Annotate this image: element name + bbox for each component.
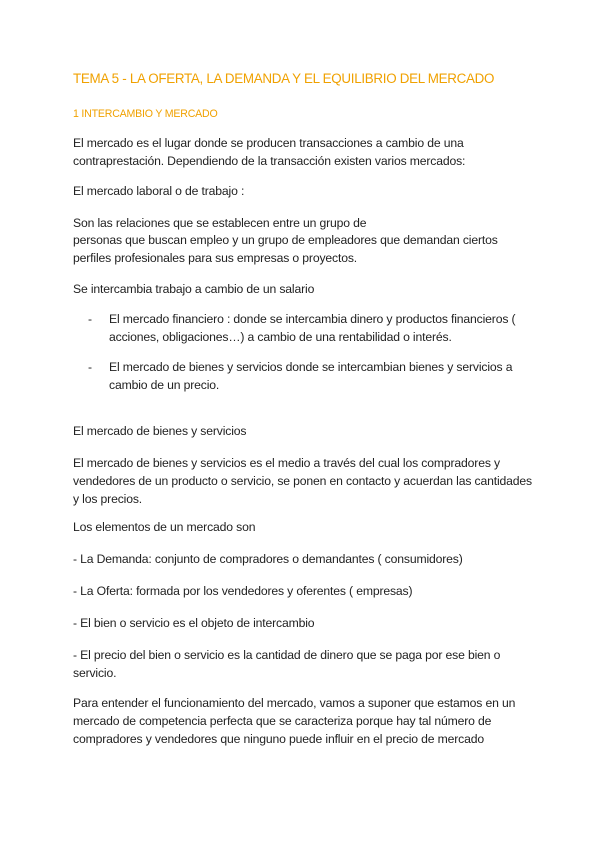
section-heading: 1 INTERCAMBIO Y MERCADO [73, 108, 218, 120]
paragraph-goods-services-definition: El mercado de bienes y servicios es el medio a través del cual los compradores y vendedores de un producto o servicio, se ponen en contacto y acuerdan las cantidades y los precios. [73, 456, 532, 506]
paragraph-relations-rest: personas que buscan empleo y un grupo de empleadores que demandan ciertos perfiles profesionales para sus empresas o proyectos. [73, 233, 498, 265]
paragraph-price: - El precio del bien o servicio es la cantidad de dinero que se paga por ese bien o servicio. [73, 648, 501, 680]
paragraph-perfect-competition: Para entender el funcionamiento del mercado, vamos a suponer que estamos en un mercado de competencia perfecta que se caracteriza porque hay tal número de compradores y vendedores que ninguno puede influir en el precio de mercado [73, 696, 516, 746]
list-item-text: El mercado financiero : donde se intercambia dinero y productos financieros ( acciones, obligaciones…) a cambio de una rentabilidad o interés. [109, 312, 516, 344]
paragraph-goods-services-heading: El mercado de bienes y servicios [73, 424, 247, 438]
list-dash: - [88, 360, 92, 374]
paragraph-elements-intro: Los elementos de un mercado son [73, 520, 256, 534]
paragraph-demand: - La Demanda: conjunto de compradores o demandantes ( consumidores) [73, 552, 463, 566]
paragraph-good-service: - El bien o servicio es el objeto de intercambio [73, 616, 315, 630]
list-item-text: El mercado de bienes y servicios donde se intercambian bienes y servicios a cambio de un precio. [109, 360, 513, 392]
paragraph-supply: - La Oferta: formada por los vendedores y oferentes ( empresas) [73, 584, 413, 598]
list-item [88, 310, 538, 346]
list-item [88, 358, 538, 394]
paragraph-relations-line1: Son las relaciones que se establecen entre un grupo de [73, 216, 367, 230]
paragraph-market-definition: El mercado es el lugar donde se producen transacciones a cambio de una contraprestación. Dependiendo de la transacción existen varios mercados: [73, 136, 466, 168]
list-dash: - [88, 312, 92, 326]
paragraph-labor-market: El mercado laboral o de trabajo : [73, 184, 245, 198]
paragraph-work-salary: Se intercambia trabajo a cambio de un salario [73, 282, 315, 296]
document-title: TEMA 5 - LA OFERTA, LA DEMANDA Y EL EQUILIBRIO DEL MERCADO [73, 71, 495, 86]
